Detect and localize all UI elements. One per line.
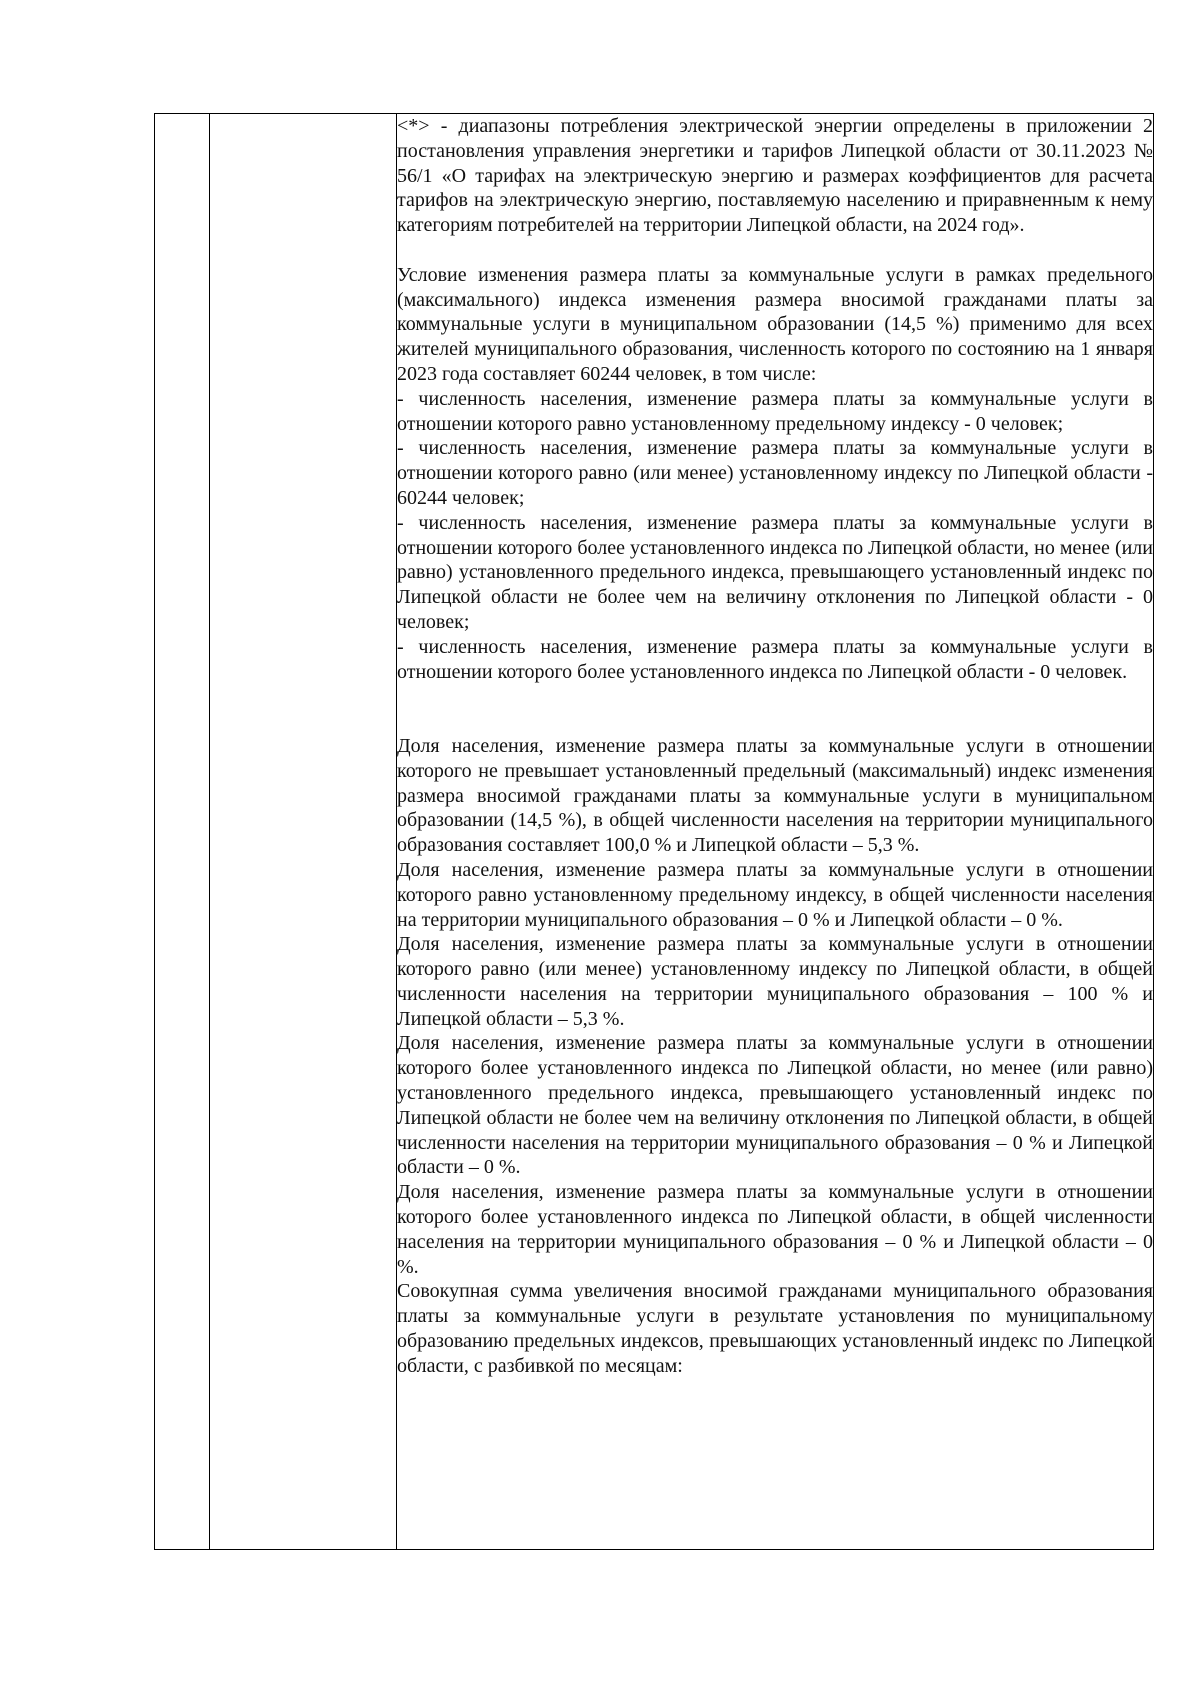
condition-intro-paragraph: Условие изменения размера платы за коммунальные услуги в рамках предельного (максимального) индекса изменения размера вносимой гражданами платы за коммунальные услуги в муниципальном образовании (14,5 %) применимо для всех жителей муниципального образования, численность которого по состоянию на 1 января 2023 года составляет 60244 человек, в том числе:: [397, 263, 1153, 385]
paragraph-gap: [397, 238, 1153, 263]
condition-item: - численность населения, изменение размера платы за коммунальные услуги в отношении которого более установленного индекса по Липецкой области, но менее (или равно) установленного предельного индекса, превышающего установленный индекс по Липецкой области не более чем на величину отклонения по Липецкой области - 0 человек;: [397, 511, 1153, 633]
table-cell-number: [155, 114, 210, 1550]
table-cell-name: [210, 114, 397, 1550]
paragraph-gap: [397, 709, 1153, 734]
share-paragraph: Доля населения, изменение размера платы за коммунальные услуги в отношении которого равно установленному предельному индексу, в общей численности населения на территории муниципального образования – 0 % и Липецкой области – 0 %.: [397, 858, 1153, 931]
total-sum-paragraph: Совокупная сумма увеличения вносимой гражданами муниципального образования платы за коммунальные услуги в результате установления по муниципальному образованию предельных индексов, превышающих установленный индекс по Липецкой области, с разбивкой по месяцам:: [397, 1280, 1153, 1377]
condition-item: - численность населения, изменение размера платы за коммунальные услуги в отношении которого равно (или менее) установленному индексу по Липецкой области - 60244 человек;: [397, 437, 1153, 509]
condition-item: - численность населения, изменение размера платы за коммунальные услуги в отношении которого более установленного индекса по Липецкой области - 0 человек.: [397, 635, 1153, 683]
share-paragraph: Доля населения, изменение размера платы за коммунальные услуги в отношении которого более установленного индекса по Липецкой области, но менее (или равно) установленного предельного индекса, превышающего установленный индекс по Липецкой области не более чем на величину отклонения по Липецкой области, в общей численности населения на территории муниципального образования – 0 % и Липецкой области – 0 %.: [397, 1032, 1153, 1179]
document-table: [154, 113, 1154, 1550]
footnote-paragraph: <*> - диапазоны потребления электрической энергии определены в приложении 2 постановления управления энергетики и тарифов Липецкой области от 30.11.2023 № 56/1 «О тарифах на электрическую энергию и размерах коэффициентов для расчета тарифов на электрическую энергию, поставляемую населению и приравненным к нему категориям потребителей на территории Липецкой области, на 2024 год».: [397, 115, 1153, 237]
share-paragraph: Доля населения, изменение размера платы за коммунальные услуги в отношении которого более установленного индекса по Липецкой области, в общей численности населения на территории муниципального образования – 0 % и Липецкой области – 0 %.: [397, 1181, 1153, 1278]
cell-text-block: [397, 114, 1153, 1379]
table-cell-text: [397, 114, 1154, 1550]
table-row: [155, 114, 1154, 1550]
share-paragraph: Доля населения, изменение размера платы за коммунальные услуги в отношении которого равно (или менее) установленному индексу по Липецкой области, в общей численности населения на территории муниципального образования – 100 % и Липецкой области – 5,3 %.: [397, 933, 1153, 1030]
condition-item: - численность населения, изменение размера платы за коммунальные услуги в отношении которого равно установленному предельному индексу - 0 человек;: [397, 387, 1153, 435]
paragraph-gap: [397, 684, 1153, 709]
share-paragraph: Доля населения, изменение размера платы за коммунальные услуги в отношении которого не превышает установленный предельный (максимальный) индекс изменения размера вносимой гражданами платы за коммунальные услуги в муниципальном образовании (14,5 %), в общей численности населения на территории муниципального образования составляет 100,0 % и Липецкой области – 5,3 %.: [397, 734, 1153, 857]
